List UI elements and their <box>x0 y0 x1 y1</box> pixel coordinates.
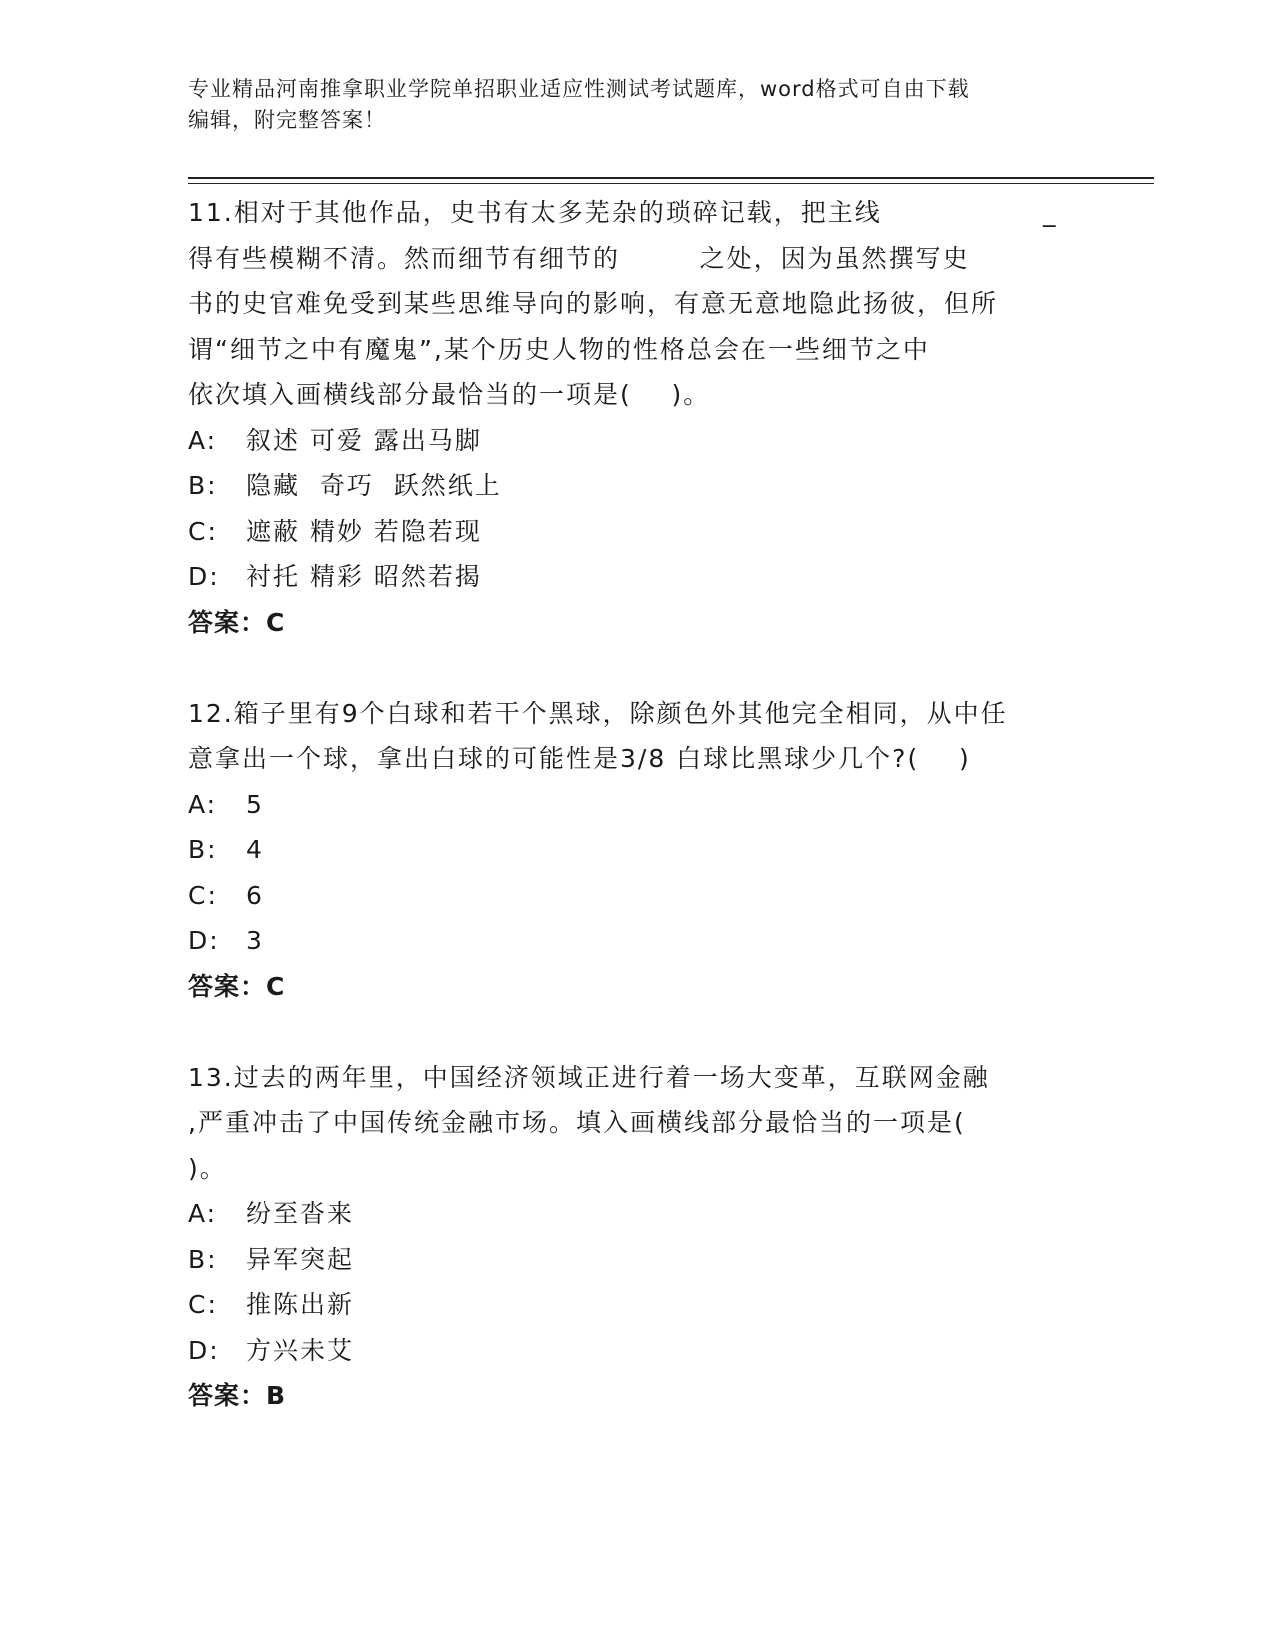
option-c <box>188 509 1088 555</box>
question-13-answer: 答案：B <box>188 1381 287 1410</box>
option-letter: B: <box>188 835 218 864</box>
option-letter: A: <box>188 789 218 819</box>
option-letter: C: <box>188 516 218 546</box>
option-text: 衬托 精彩 昭然若揭 <box>246 562 482 591</box>
option-a <box>188 782 1088 828</box>
question-12-answer: 答案：C <box>188 971 286 1001</box>
option-b <box>188 463 1088 509</box>
option-text: 5 <box>246 789 264 819</box>
question-11-stem-line-5: 依次填入画横线部分最恰当的一项是( )。 <box>188 380 711 409</box>
option-a <box>188 1191 1088 1237</box>
option-letter: A: <box>188 1199 218 1228</box>
question-13-stem-line-3: )。 <box>188 1153 227 1183</box>
option-text: 3 <box>246 926 264 955</box>
option-letter: D: <box>188 1335 220 1365</box>
question-12-stem-line-1: 12.箱子里有9个白球和若干个黑球，除颜色外其他完全相同，从中任 <box>188 698 1008 728</box>
option-letter: D: <box>188 562 220 591</box>
option-letter: D: <box>188 926 220 955</box>
option-text: 方兴未艾 <box>246 1335 355 1365</box>
option-letter: C: <box>188 880 218 910</box>
option-c <box>188 1282 1088 1328</box>
spacer <box>188 645 1088 691</box>
question-11-answer: 答案：C <box>188 607 286 637</box>
question-11 <box>188 190 1088 645</box>
option-letter: C: <box>188 1290 218 1319</box>
option-text: 6 <box>246 880 264 910</box>
option-text: 推陈出新 <box>246 1290 355 1319</box>
header-divider-thick <box>188 177 1154 179</box>
option-text: 纷至沓来 <box>246 1199 355 1228</box>
header-divider-thin <box>188 183 1154 184</box>
question-13-stem-line-1: 13.过去的两年里，中国经济领域正进行着一场大变革，互联网金融 <box>188 1062 990 1092</box>
spacer <box>188 1009 1088 1055</box>
header-line-1: 专业精品河南推拿职业学院单招职业适应性测试考试题库，word格式可自由下载 <box>188 77 970 101</box>
header-line-2: 编辑，附完整答案！ <box>188 108 386 132</box>
question-11-stem-line-3: 书的史官难免受到某些思维导向的影响，有意无意地隐此扬彼，但所 <box>188 289 999 318</box>
option-d <box>188 554 1088 600</box>
question-11-stem-line-1: 11.相对于其他作品，史书有太多芜杂的琐碎记载，把主线 _ <box>188 190 1088 236</box>
option-a <box>188 418 1088 464</box>
question-13 <box>188 1055 1088 1419</box>
option-text: 4 <box>246 835 264 864</box>
question-12-stem-line-2: 意拿出一个球，拿出白球的可能性是3/8 白球比黑球少几个?( ) <box>188 744 971 773</box>
option-text: 异军突起 <box>246 1244 355 1274</box>
option-b <box>188 1237 1088 1283</box>
option-letter: B: <box>188 1244 218 1274</box>
question-12 <box>188 691 1088 1010</box>
document-header <box>188 74 1068 136</box>
option-d <box>188 918 1088 964</box>
question-11-stem-line-2: 得有些模糊不清。然而细节有细节的 之处，因为虽然撰写史 <box>188 243 970 273</box>
option-c <box>188 873 1088 919</box>
option-text: 叙述 可爱 露出马脚 <box>246 425 482 455</box>
option-letter: A: <box>188 425 218 455</box>
document-body <box>188 190 1088 1419</box>
option-text: 遮蔽 精妙 若隐若现 <box>246 516 482 546</box>
question-13-stem-line-2: ,严重冲击了中国传统金融市场。填入画横线部分最恰当的一项是( <box>188 1108 966 1137</box>
option-letter: B: <box>188 471 218 500</box>
option-d <box>188 1328 1088 1374</box>
option-b <box>188 827 1088 873</box>
option-text: 隐藏 奇巧 跃然纸上 <box>246 471 502 500</box>
blank-mark: _ <box>1043 198 1058 227</box>
question-11-stem-line-4: 谓“细节之中有魔鬼”,某个历史人物的性格总会在一些细节之中 <box>188 334 930 364</box>
